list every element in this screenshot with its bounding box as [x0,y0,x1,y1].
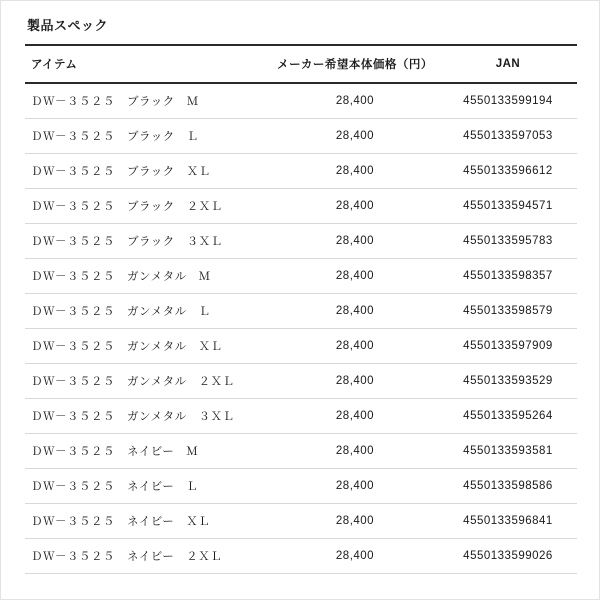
table-row [25,294,577,329]
table-row [25,364,577,399]
cell-jan: 4550133594571 [439,189,577,224]
cell-price: 28,400 [271,259,439,294]
cell-jan: 4550133597053 [439,119,577,154]
product-spec-table [25,44,577,574]
table-row [25,189,577,224]
table-row [25,434,577,469]
cell-price: 28,400 [271,504,439,539]
cell-price: 28,400 [271,329,439,364]
cell-jan: 4550133599194 [439,83,577,119]
cell-price: 28,400 [271,399,439,434]
table-row [25,539,577,574]
cell-jan: 4550133593529 [439,364,577,399]
cell-item: ＤＷ－３５２５ ガンメタル ＸＬ [25,329,271,364]
cell-jan: 4550133599026 [439,539,577,574]
cell-jan: 4550133598579 [439,294,577,329]
cell-jan: 4550133595264 [439,399,577,434]
cell-item: ＤＷ－３５２５ ブラック ３ＸＬ [25,224,271,259]
table-header-row [25,45,577,83]
table-row [25,329,577,364]
cell-jan: 4550133593581 [439,434,577,469]
table-header [25,45,577,83]
column-header-price: メーカー希望本体価格（円） [271,45,439,83]
cell-item: ＤＷ－３５２５ ネイビー ＸＬ [25,504,271,539]
cell-item: ＤＷ－３５２５ ブラック ＸＬ [25,154,271,189]
cell-price: 28,400 [271,469,439,504]
cell-item: ＤＷ－３５２５ ガンメタル Ｌ [25,294,271,329]
cell-item: ＤＷ－３５２５ ブラック Ｍ [25,83,271,119]
cell-jan: 4550133595783 [439,224,577,259]
cell-price: 28,400 [271,154,439,189]
table-row [25,154,577,189]
cell-item: ＤＷ－３５２５ ガンメタル Ｍ [25,259,271,294]
table-row [25,224,577,259]
table-row [25,469,577,504]
cell-jan: 4550133598357 [439,259,577,294]
cell-item: ＤＷ－３５２５ ガンメタル ３ＸＬ [25,399,271,434]
cell-jan: 4550133596841 [439,504,577,539]
cell-item: ＤＷ－３５２５ ネイビー Ｍ [25,434,271,469]
table-row [25,504,577,539]
cell-price: 28,400 [271,224,439,259]
cell-item: ＤＷ－３５２５ ブラック Ｌ [25,119,271,154]
table-row [25,259,577,294]
cell-jan: 4550133597909 [439,329,577,364]
page-title: 製品スペック [27,18,109,33]
cell-price: 28,400 [271,119,439,154]
cell-item: ＤＷ－３５２５ ネイビー Ｌ [25,469,271,504]
cell-jan: 4550133596612 [439,154,577,189]
table-row [25,83,577,119]
cell-price: 28,400 [271,434,439,469]
cell-price: 28,400 [271,364,439,399]
cell-price: 28,400 [271,294,439,329]
cell-price: 28,400 [271,189,439,224]
table-row [25,399,577,434]
table-row [25,119,577,154]
column-header-item: アイテム [25,45,271,83]
column-header-jan: JAN [439,45,577,83]
table-body [25,83,577,574]
cell-price: 28,400 [271,83,439,119]
cell-jan: 4550133598586 [439,469,577,504]
cell-item: ＤＷ－３５２５ ガンメタル ２ＸＬ [25,364,271,399]
cell-price: 28,400 [271,539,439,574]
cell-item: ＤＷ－３５２５ ブラック ２ＸＬ [25,189,271,224]
cell-item: ＤＷ－３５２５ ネイビー ２ＸＬ [25,539,271,574]
